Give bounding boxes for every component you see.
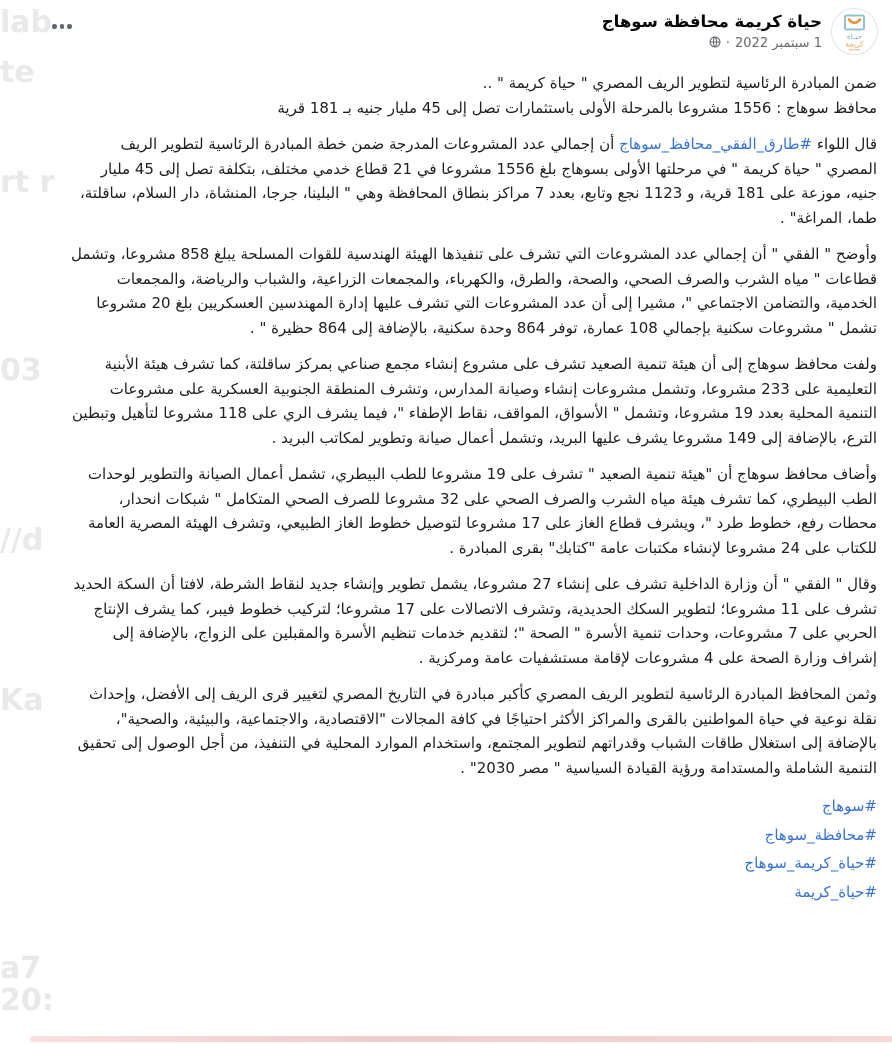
globe-icon [709,36,721,52]
logo-text: كريمة [845,39,864,49]
post-header [14,8,878,55]
hashtag-list [66,792,877,906]
attached-image-edge [30,1036,892,1042]
hashtag-link-governor[interactable]: #طارق_الفقي_محافظ_سوهاج [619,135,813,153]
watermark-text: //d [0,523,44,558]
paragraph-line: محافظ سوهاج : 1556 مشروعا بالمرحلة الأولى باستثمارات تصل إلى 45 مليار جنيه بـ 181 قرية [277,98,877,117]
watermark-text: 03 [0,353,42,388]
meta-separator: · [725,36,730,51]
watermark-text: rt r [0,165,55,200]
ellipsis-icon [67,24,72,29]
header-text [602,8,822,52]
watermark-text: a7 [0,951,42,986]
paragraph-line: ضمن المبادرة الرئاسية لتطوير الريف المصري " حياة كريمة " .. [482,74,877,92]
hashtag-link-hayah-karima[interactable]: #حياة_كريمة [794,882,877,901]
logo-text: حيـاة [846,32,863,41]
post-paragraph: وثمن المحافظ المبادرة الرئاسية لتطوير الريف المصري كأكبر مبادرة في التاريخ المصري لتغيير قرى الريف إلى الأفضل، وإحداث نقلة نوعية في حياة المواطنين بالقرى والمراكز الأكثر احتياجًا في كافة المجالات "الاقتصادية، والاجتماعية، والبيئية، والصحية"، بالإضافة إلى استغلال طاقات الشباب وقدراتهم لتطوير المجتمع، واستخدام الموارد المحلية في التنفيذ، من أجل الوصول إلى تحقيق التنمية الشاملة والمستدامة ورؤية القيادة السياسية " مصر 2030" . [77,685,877,777]
paragraph-text: أن إجمالي عدد المشروعات المدرجة ضمن خطة المبادرة الرئاسية لتطوير الريف المصري " حياة كريمة " في مرحلتها الأولى بسوهاج بلغ 1556 مشروعا في 21 قطاع خدمي مختلف، بتكلفة تصل إلى 45 مليار جنيه، موزعة على 181 قرية، و 1123 نجع وتابع، بعدد 7 مراكز بنطاق المحافظة وهي " البلينا، جرجا، المنشاة، دار السلام، ساقلتة، طما، المراغة" . [79,135,877,227]
watermark-text: te [0,55,35,90]
post-paragraph: وأوضح " الفقي " أن إجمالي عدد المشروعات التي تشرف على تنفيذها الهيئة الهندسية للقوات المسلحة يبلغ 858 مشروعا، وتشمل قطاعات " مياه الشرب والصرف الصحي، والصحة، والطرق، والكهرباء، والمجمعات الزراعية، والشباب والرياضة، والمجمعات الخدمية، والتضامن الاجتماعي "، مشيرا إلى أن عدد المشروعات التي تشرف عليها إدارة المهندسين العسكريين بلغ 20 مشروعا تشمل " مشروعات سكنية بإجمالي 108 عمارة، توفر 864 وحدة سكنية، بالإضافة إلى 864 حظيرة " . [70,245,877,337]
post-options-button[interactable] [44,14,80,39]
timestamp-link[interactable]: 1 سبتمبر 2022 [735,36,822,51]
page-name-link[interactable]: حياة كريمة محافظة سوهاج [601,12,822,31]
post-meta [602,35,822,52]
watermark-text: Ka [0,683,44,718]
watermark-text: 20: [0,983,54,1018]
post-paragraph: وأضاف محافظ سوهاج أن "هيئة تنمية الصعيد " تشرف على 19 مشروعا للطب البيطري، تشمل أعمال الصيانة والتطوير لوحدات الطب البيطري، كما تشرف هيئة مياه الشرب والصرف الصحي على 32 مشروعا للصرف الصحي المتكامل " شبكات انحدار، محطات رفع، خطوط طرد "، ويشرف قطاع الغاز على 17 مشروعا لتوصيل خطوط الغاز الطبيعي، وتشرف الهيئة المصرية العامة للكتاب على 24 مشروعا لإنشاء مكتبات عامة "كتابك" بقرى المبادرة . [87,465,877,557]
post-paragraph: وقال " الفقي " أن وزارة الداخلية تشرف على إنشاء 27 مشروعا، يشمل تطوير وإنشاء جديد لنقاط الشرطة، لافتا أن السكة الحديد تشرف على 11 مشروعا؛ لتطوير السكك الحديدية، وتشرف الاتصالات على 17 مشروعا؛ لتركيب خطوط فيبر، كما يشرف الإنتاج الحربي على 7 مشروعات، وحدات تنمية الأسرة " الصحة "؛ لتقديم خدمات تنظيم الأسرة والمقبلين على الزواج، بالإضافة إلى إشراف وزارة الصحة على 4 مشروعات لإقامة مستشفيات عامة ومركزية . [73,575,877,667]
post-paragraph: ولفت محافظ سوهاج إلى أن هيئة تنمية الصعيد تشرف على مشروع إنشاء مجمع صناعي بمركز ساقلتة، كما تشرف هيئة الأبنية التعليمية على 233 مشروعا، وتشمل مشروعات إنشاء وصيانة المدارس، وتشرف المنطقة الجنوبية العسكرية على مشروعات التنمية المحلية بعدد 19 مشروعا، وتشمل " الأسواق، المواقف، نقاط الإطفاء "، فيما يشرف الري على 118 مشروعا لتأهيل وتبطين الترع، بالإضافة إلى 149 مشروعا يشرف عليها البريد، وتشمل أعمال صيانة وتطوير لمكاتب البريد . [72,355,877,447]
avatar[interactable] [831,8,878,55]
ellipsis-icon [52,24,57,29]
ellipsis-icon [60,24,65,29]
post-paragraph [66,132,877,230]
hashtag-link-sohag-governorate[interactable]: #محافظة_سوهاج [764,825,877,844]
post-paragraph [66,71,877,120]
hashtag-link-sohag[interactable]: #سوهاج [821,797,877,815]
hashtag-link-hayah-karima-sohag[interactable]: #حياة_كريمة_سوهاج [744,854,877,872]
watermark-text: lab [0,5,53,40]
paragraph-text: قال اللواء [812,135,877,153]
post-body [66,71,877,906]
hayah-karima-logo [832,9,877,54]
